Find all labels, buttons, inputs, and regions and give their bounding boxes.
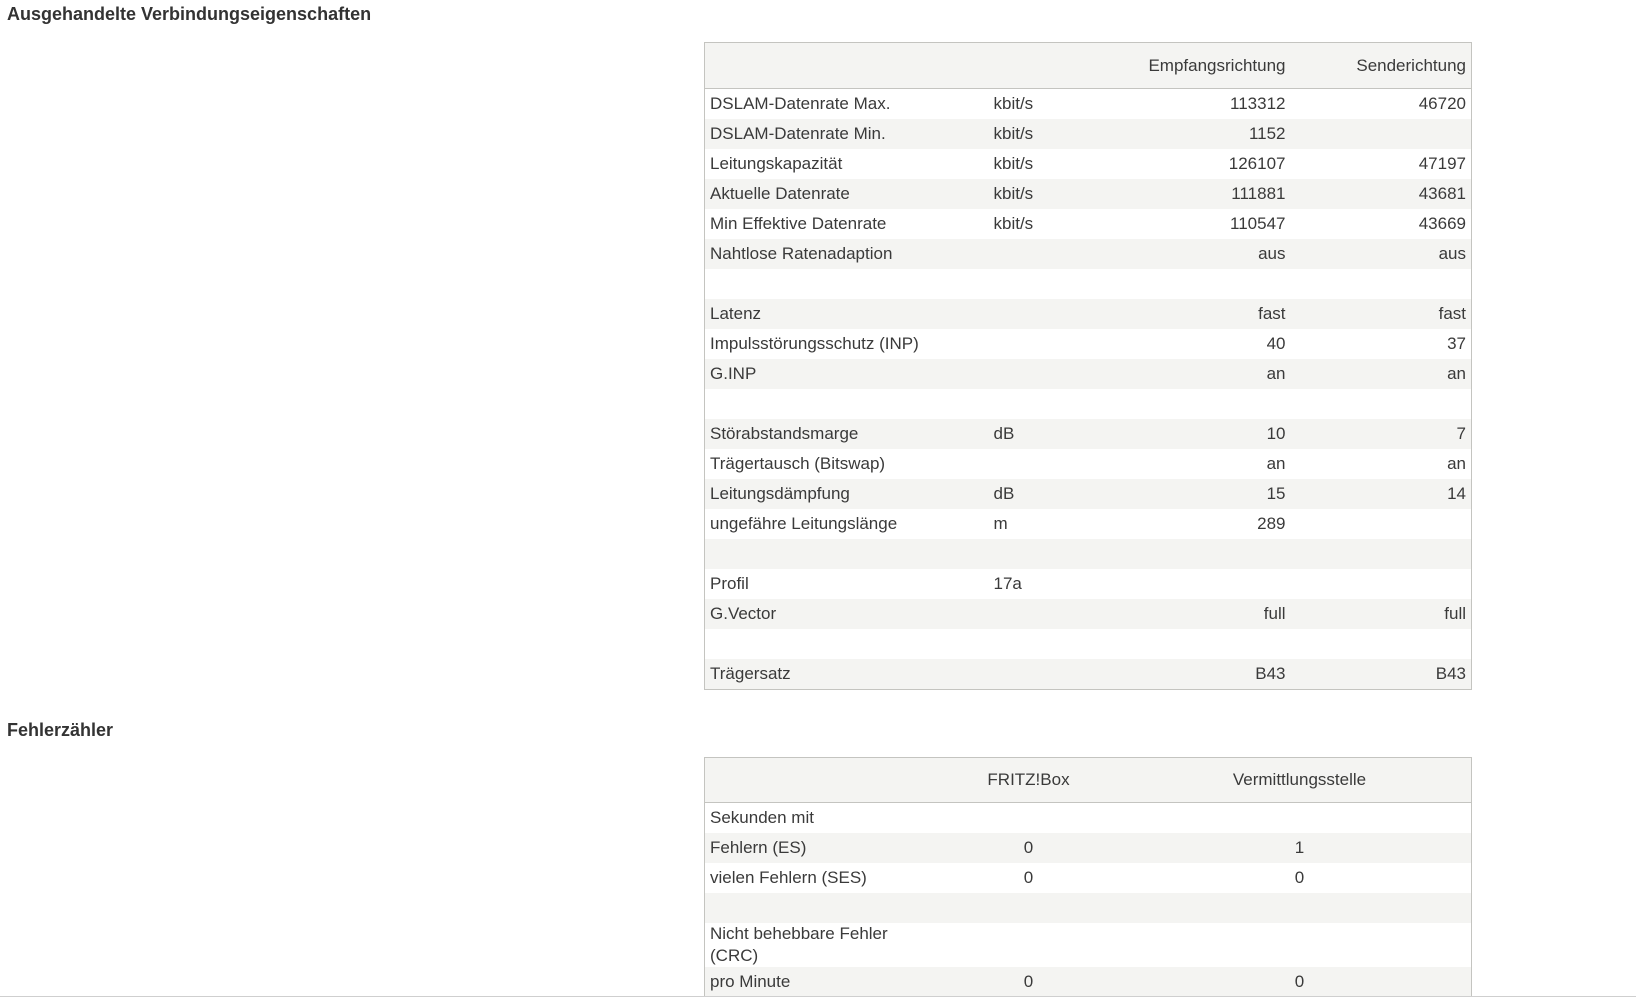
row-unit: kbit/s [989, 119, 1141, 149]
table-row [705, 923, 1472, 967]
table-row [705, 359, 1472, 389]
row-label: Latenz [705, 299, 989, 329]
row-label: Trägertausch (Bitswap) [710, 454, 886, 473]
header-exchange: Vermittlungsstelle [1153, 758, 1447, 803]
row-label: Leitungskapazität [710, 154, 843, 173]
table-row [705, 569, 1472, 599]
row-unit [989, 599, 1141, 629]
upstream-value [1291, 539, 1472, 569]
downstream-value: 40 [1266, 334, 1286, 353]
exchange-value: 1 [1153, 833, 1447, 863]
upstream-value: an [1291, 359, 1472, 389]
upstream-value [1291, 389, 1472, 419]
upstream-value: fast [1291, 299, 1472, 329]
downstream-value: B43 [1141, 659, 1291, 690]
upstream-value: 37 [1447, 334, 1466, 353]
upstream-value: B43 [1291, 659, 1472, 690]
upstream-value: an [1447, 454, 1466, 473]
table-header [705, 758, 1472, 803]
header-unit [989, 43, 1141, 89]
error-counter-table [704, 757, 1472, 998]
row-label: Impulsstörungsschutz (INP) [710, 334, 919, 353]
row-label: Nicht behebbare Fehler (CRC) [710, 924, 888, 965]
empty-cell [1447, 863, 1472, 893]
downstream-value: full [1141, 599, 1291, 629]
empty-cell [1447, 967, 1472, 998]
table-row [705, 967, 1472, 998]
exchange-value [1153, 923, 1447, 967]
fritzbox-value: 0 [1023, 868, 1034, 887]
upstream-value: 46720 [1418, 94, 1466, 113]
table-row [705, 239, 1472, 269]
row-label: DSLAM-Datenrate Max. [710, 94, 891, 113]
exchange-value: 0 [1153, 967, 1447, 998]
downstream-value [1141, 269, 1291, 299]
row-label: pro Minute [705, 967, 905, 998]
empty-cell [1447, 803, 1472, 834]
header-label [705, 758, 905, 803]
table-row [705, 863, 1472, 893]
table-row [705, 449, 1472, 479]
row-label: Leitungsdämpfung [705, 479, 989, 509]
section-title-connection-properties: Ausgehandelte Verbindungseigenschaften [7, 4, 372, 24]
upstream-value [1291, 269, 1472, 299]
row-label: Profil [710, 574, 749, 593]
row-label: Sekunden mit [710, 808, 814, 827]
upstream-value: aus [1291, 239, 1472, 269]
downstream-value: an [1266, 454, 1286, 473]
row-unit [989, 329, 1141, 359]
table-row [705, 269, 1472, 299]
downstream-value: an [1141, 359, 1291, 389]
table-row [705, 89, 1472, 120]
downstream-value: 111881 [1141, 179, 1291, 209]
row-unit [989, 629, 1141, 659]
downstream-value: fast [1141, 299, 1291, 329]
row-label [705, 539, 989, 569]
row-unit: kbit/s [993, 214, 1034, 233]
row-unit: m [993, 514, 1008, 533]
header-empty [1447, 758, 1472, 803]
row-label: G.INP [705, 359, 989, 389]
row-label: Fehlern (ES) [705, 833, 905, 863]
table-row [705, 209, 1472, 239]
table-row [705, 419, 1472, 449]
row-label: Trägersatz [705, 659, 989, 690]
row-label: G.Vector [705, 599, 989, 629]
row-label: DSLAM-Datenrate Min. [705, 119, 989, 149]
downstream-value: 15 [1141, 479, 1291, 509]
header-upstream: Senderichtung [1291, 43, 1472, 89]
table-row [705, 803, 1472, 834]
upstream-value: 43669 [1418, 214, 1466, 233]
row-unit [989, 659, 1141, 690]
row-label: Störabstandsmarge [705, 419, 989, 449]
row-unit: kbit/s [993, 94, 1034, 113]
row-unit: dB [989, 419, 1141, 449]
row-unit [989, 239, 1141, 269]
upstream-value: 14 [1291, 479, 1472, 509]
header-label [705, 43, 989, 89]
row-unit: kbit/s [989, 179, 1141, 209]
downstream-value: 110547 [1230, 214, 1286, 233]
exchange-value: 0 [1294, 868, 1305, 887]
empty-cell [1447, 893, 1472, 923]
downstream-value: 1152 [1141, 119, 1291, 149]
fritzbox-value [905, 803, 1153, 834]
downstream-value: aus [1141, 239, 1291, 269]
exchange-value [1153, 803, 1447, 834]
downstream-value [1141, 389, 1291, 419]
upstream-value: 43681 [1291, 179, 1472, 209]
empty-cell [1447, 833, 1472, 863]
upstream-value [1291, 509, 1472, 539]
row-unit [989, 389, 1141, 419]
row-unit [989, 359, 1141, 389]
downstream-value [1141, 629, 1291, 659]
table-row [705, 599, 1472, 629]
row-label [705, 389, 989, 419]
table-row [705, 389, 1472, 419]
table-row [705, 179, 1472, 209]
section-title-error-counters: Fehlerzähler [7, 720, 114, 740]
row-label: Min Effektive Datenrate [710, 214, 887, 233]
table-row [705, 539, 1472, 569]
table-row [705, 629, 1472, 659]
fritzbox-value [905, 893, 1153, 923]
table-row [705, 119, 1472, 149]
exchange-value [1153, 893, 1447, 923]
table-row [705, 659, 1472, 690]
table-row [705, 509, 1472, 539]
downstream-value [1141, 539, 1291, 569]
row-label: Nahtlose Ratenadaption [705, 239, 989, 269]
fritzbox-value: 0 [905, 967, 1153, 998]
downstream-value: 289 [1257, 514, 1286, 533]
downstream-value [1141, 569, 1291, 599]
downstream-value: 113312 [1230, 94, 1286, 113]
upstream-value [1291, 629, 1472, 659]
connection-properties-table [704, 42, 1472, 690]
row-label [705, 629, 989, 659]
table-row [705, 893, 1472, 923]
downstream-value: 10 [1141, 419, 1291, 449]
header-downstream: Empfangsrichtung [1141, 43, 1291, 89]
row-unit: 17a [993, 574, 1022, 593]
fritzbox-value [905, 923, 1153, 967]
row-unit: kbit/s [993, 154, 1034, 173]
upstream-value [1291, 569, 1472, 599]
empty-cell [1447, 923, 1472, 967]
row-unit [989, 299, 1141, 329]
table-row [705, 329, 1472, 359]
table-row [705, 479, 1472, 509]
row-unit [989, 449, 1141, 479]
row-unit [989, 539, 1141, 569]
table-row [705, 833, 1472, 863]
table-row [705, 299, 1472, 329]
row-label: vielen Fehlern (SES) [710, 868, 867, 887]
row-label [705, 269, 989, 299]
row-unit [989, 269, 1141, 299]
table-header [705, 43, 1472, 89]
upstream-value: 7 [1291, 419, 1472, 449]
row-unit: dB [989, 479, 1141, 509]
table-row [705, 149, 1472, 179]
downstream-value: 126107 [1228, 154, 1286, 173]
upstream-value: 47197 [1418, 154, 1466, 173]
row-label [705, 893, 905, 923]
fritzbox-value: 0 [905, 833, 1153, 863]
row-label: Aktuelle Datenrate [705, 179, 989, 209]
header-fritzbox: FRITZ!Box [905, 758, 1153, 803]
row-label: ungefähre Leitungslänge [710, 514, 898, 533]
upstream-value [1291, 119, 1472, 149]
upstream-value: full [1291, 599, 1472, 629]
